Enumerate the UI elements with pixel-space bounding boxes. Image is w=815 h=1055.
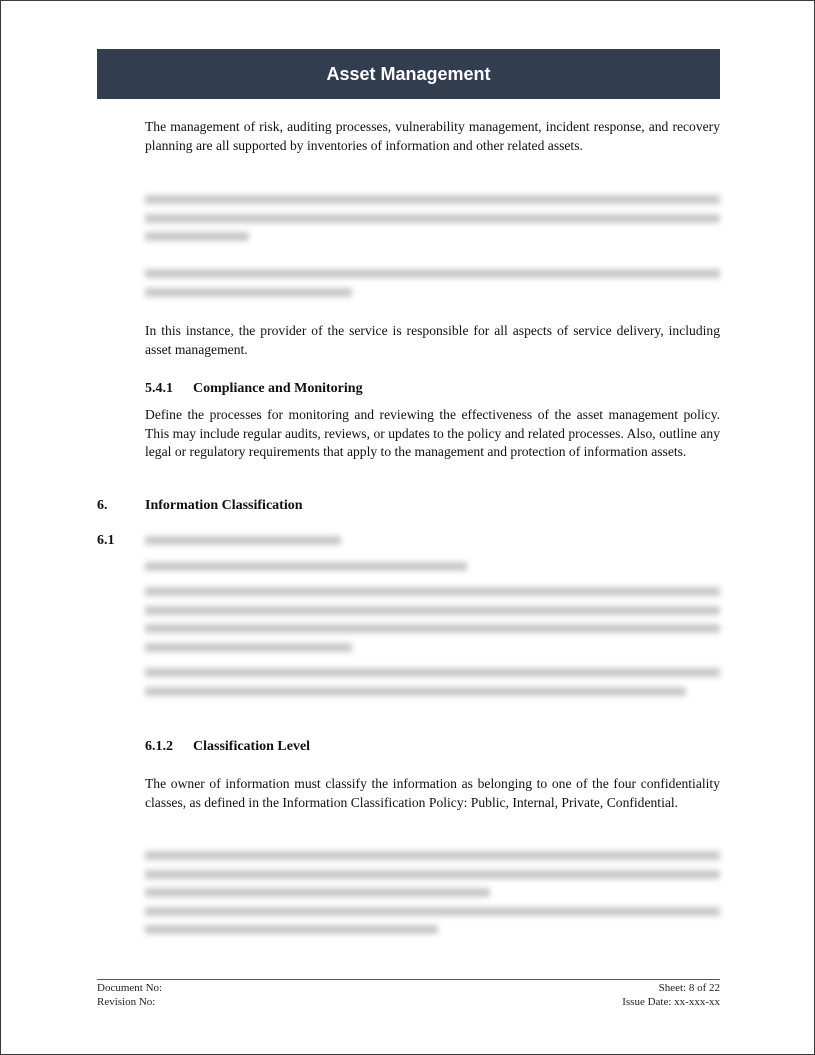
footer-right [622,981,720,1009]
section-541-number: 5.4.1 [145,381,173,396]
redacted-section-612-paragraph [145,851,720,944]
redacted-section-611-heading [145,562,720,581]
section-612-paragraph: The owner of information must classify the information as belonging to one of the four confidentiality classes, as defined in the Information Classification Policy: Public, Internal, Private, Confidential. [145,776,720,810]
section-541-title: Compliance and Monitoring [193,381,363,396]
sheet-number: Sheet: 8 of 22 [658,982,720,994]
section-6-title: Information Classification [145,498,303,513]
section-61-heading [97,532,115,550]
redacted-paragraph-2 [145,269,720,306]
section-541-heading [145,380,363,398]
redacted-section-611-paragraph-1 [145,587,720,661]
footer-left [97,981,162,1009]
document-no-label: Document No: [97,982,163,994]
revision-no-label: Revision No: [97,996,156,1008]
redacted-section-61-title [145,536,720,555]
section-612-number: 6.1.2 [145,739,173,754]
page-title: Asset Management [326,63,491,84]
redacted-section-611-paragraph-2 [145,668,720,705]
section-541-paragraph: Define the processes for monitoring and reviewing the effectiveness of the asset management policy. This may include regular audits, reviews, or updates to the policy and related processes. Also, outline any legal or regulatory requirements that apply to the management and protection of information assets. [145,407,720,459]
section-6-number: 6. [97,498,108,513]
page-title-bar [97,49,720,99]
section-6-heading [97,497,303,515]
section-612-heading [145,738,311,756]
footer-divider [97,979,720,980]
redacted-paragraph-1 [145,195,720,251]
intro-paragraph: The management of risk, auditing processes, vulnerability management, incident response, and recovery planning are all supported by inventories of information and other related assets. [145,119,720,153]
section-612-title: Classification Level [193,739,311,754]
section-61-number: 6.1 [97,533,115,548]
service-paragraph: In this instance, the provider of the service is responsible for all aspects of service delivery, including asset management. [145,323,720,357]
issue-date: Issue Date: xx-xxx-xx [622,996,720,1008]
